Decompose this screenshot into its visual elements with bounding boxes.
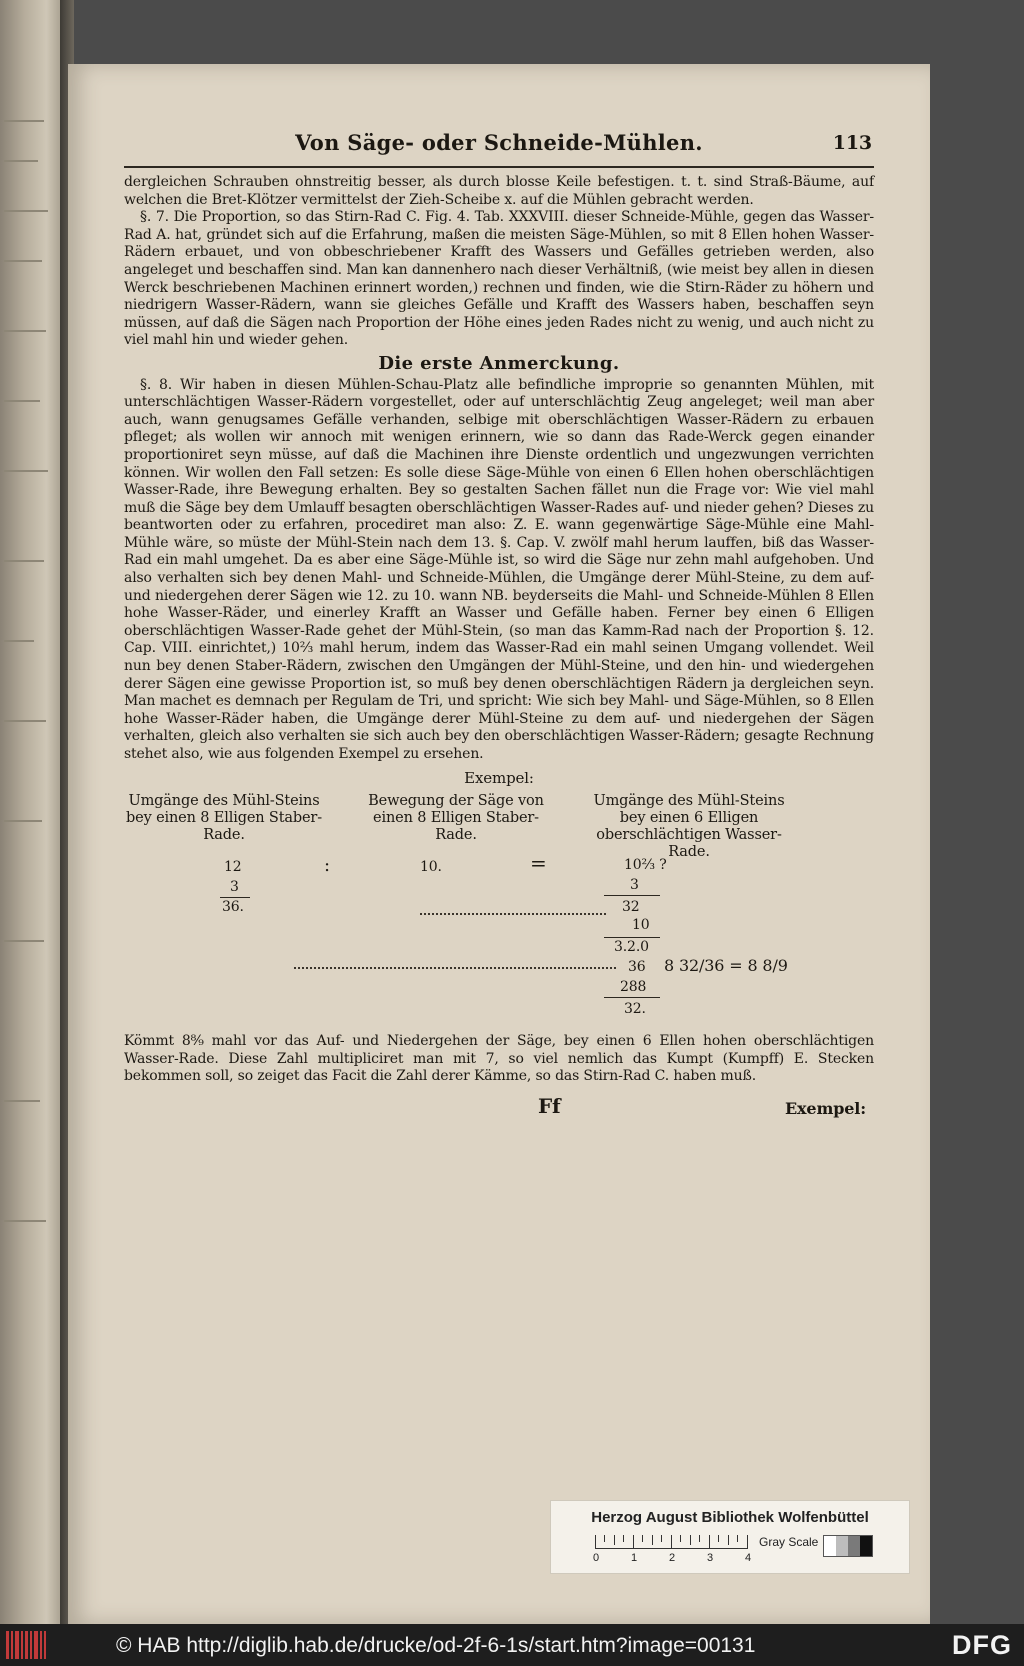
example-column-headers [124, 793, 874, 861]
grayscale-label: Gray Scale [759, 1535, 819, 1549]
signature-mark: Ff [538, 1093, 561, 1118]
paragraph-section-7: §. 7. Die Proportion, so das Stirn-Rad C. Fig. 4. Tab. XXXVIII. dieser Schneide-Mühle, gegen das Wasser-Rad A. hat, gründet sich auf die Erfahrung, maßen die meisten Säge-Mühlen, so mit 8 Ellen hohen Wasser-Rädern erbauet, und von obbeschriebener Krafft des Wassers und Gefälles getrieben werden, also angeleget und beschaffen sind. Man kan dannenhero nach dieser Verhältniß, (wie meist bey allen in diesen Werck beschriebenen Machinen erinnert worden,) rechnen und finden, wie die Stirn-Räder zu höhern und niedrigern Wasser-Rädern, wann sie gleiches Gefälle und Krafft des Wassers haben, beschaffen seyn müssen, auf daß die Sägen nach Proportion der Höhe eines jeden Rades nicht zu wenig, und auch nicht zu viel mahl hin und wieder gehen. [124, 209, 874, 349]
calc-value: 3 [230, 879, 239, 896]
calc-value: 36. [222, 899, 244, 916]
example-title: Exempel: [464, 768, 534, 787]
scale-ruler [595, 1535, 747, 1549]
calc-result: 8 32/36 = 8 8/9 [664, 956, 788, 976]
calc-value: 10 [632, 917, 650, 934]
calc-dotted-leader [420, 913, 606, 915]
column-header-millstone-8: Umgänge des Mühl-Steins bey einen 8 Elligen Staber-Rade. [126, 793, 322, 844]
paragraph-section-8: §. 8. Wir haben in diesen Mühlen-Schau-Platz alle befindliche improprie so genannten Mühlen, mit unterschlächtigen Wasser-Rädern vorgestellet, oder auf unterschlächtig Zeug angeleget; weil man aber auch, wann genugsames Gefälle verhanden, selbige mit oberschlächtigen Wasser-Rädern zu erbauen pfleget; als wollen wir annoch mit wenigen erinnern, wie so dann das Rade-Werck gegen einander proportioniret seyn müsse, auf daß die Machinen ihre Dienste ordentlich und ungezwungen verrichten können. Wir wollen den Fall setzen: Es solle diese Säge-Mühle von einen 6 Ellen hohen oberschlächtigen Wasser-Rade, ihre Bewegung erhalten. Bey so gestalten Sachen fället nun die Frage vor: Wie viel mahl muß die Säge bey dem Umlauff besagten oberschlächtigen Wasser-Rades auf- und nieder gehen? Dieses zu beantworten oder zu erfahren, procediret man also: Z. E. wann gegenwärtige Säge-Mühle eine Mahl-Mühle wäre, so müste der Mühl-Stein nach dem 13. §. Cap. V. zwölf mahl herum lauffen, biß das Wasser-Rad ein mahl umgehet. Da es aber eine Säge-Mühle ist, so wird die Säge nur zehn mahl aufgehoben. Und also verhalten sich bey denen Mahl- und Schneide-Mühlen, die Umgänge derer Mühl-Steine, zu dem auf- und niedergehen derer Sägen wie 12. zu 10. wann NB. beyderseits die Mahl- und Schneide-Mühlen 8 Ellen hohe Wasser-Räder, und einerley Krafft an Wasser und Gefälle haben. Ferner bey einen 6 Elligen oberschlächtigen Wasser-Rade gehet der Mühl-Stein, (so man das Kamm-Rad nach der Proportion §. 12. Cap. VIII. einrichtet,) 10⅔ mahl herum, indem das Wasser-Rad ein mahl seinen Umgang vollendet. Weil nun bey denen Staber-Rädern, zwischen den Umgängen der Mühl-Steine, und den hin- und wiedergehen derer Sägen eine gewisse Proportion ist, so muß bey denen oberschlächtigen Rädern ja dergleichen seyn. Man machet es demnach per Regulam de Tri, und spricht: Wie sich bey Mahl- und Säge-Mühlen, so 8 Ellen hohe Wasser-Räder haben, die Umgänge derer Mühl-Steine zu dem auf- und niedergehen der Sägen verhalten, gleich also verhalten sie sich auch bey den oberschlächtigen Wasser-Rädern; gesagte Rechnung stehet also, wie aus folgenden Exempel zu ersehen. [124, 376, 874, 762]
scale-ruler-numbers: 0 1 2 3 4 [593, 1552, 752, 1564]
section-heading: Die erste Anmerckung. [378, 352, 620, 374]
source-credit-link[interactable]: © HAB http://diglib.hab.de/drucke/od-2f-6-1s/start.htm?image=00131 [116, 1634, 756, 1657]
rule-of-three-calculation [124, 851, 874, 1027]
column-header-saw-8: Bewegung der Säge von einen 8 Elligen Staber-Rade. [368, 793, 544, 844]
calc-equals-sign: = [530, 851, 547, 876]
calc-dotted-leader [294, 967, 616, 969]
calc-value: 288 [620, 979, 647, 996]
catchword: Exempel: [785, 1098, 866, 1118]
library-name: Herzog August Bibliothek Wolfenbüttel [591, 1509, 869, 1526]
dfg-logo: DFG [952, 1630, 1012, 1660]
calc-value: 32 [622, 899, 640, 916]
calc-value: 36 [628, 959, 646, 976]
page-text [124, 130, 874, 1128]
left-page-edge [0, 0, 62, 1624]
barcode-icon [6, 1631, 46, 1659]
paragraph-conclusion: Kömmt 8⁸⁄₉ mahl vor das Auf- und Niedergehen der Säge, bey einen 6 Ellen hohen oberschlächtigen Wasser-Rade. Diese Zahl multipliciret man mit 7, so viel nemlich das Kumpt (Kumpff) E. Stecken bekommen soll, so zeiget das Facit die Zahl derer Kämme, so das Stirn-Rad C. haben muß. [124, 1033, 874, 1085]
running-title: Von Säge- oder Schneide-Mühlen. [295, 130, 703, 155]
calc-value: 10⅔ ? [624, 857, 667, 874]
document-page [68, 64, 930, 1624]
calc-value: 12 [224, 859, 242, 876]
page-header [124, 130, 874, 168]
library-color-stamp [550, 1500, 910, 1574]
calc-value: 10. [420, 859, 442, 876]
page-number: 113 [832, 132, 872, 154]
grayscale-bar [823, 1535, 873, 1557]
calc-value: 32. [624, 1001, 646, 1018]
page-footer [124, 1094, 874, 1128]
paragraph-continued: dergleichen Schrauben ohnstreitig besser, als durch blosse Keile befestigen. t. t. sind Straß-Bäume, auf welchen die Bret-Klötzer vermittelst der Zieh-Scheibe x. auf die Mühlen gebracht werden. [124, 174, 874, 208]
viewer-footer-bar [0, 1624, 1024, 1666]
calc-value: 3.2.0 [614, 939, 649, 956]
calc-ratio-sign: : [324, 855, 330, 877]
column-header-millstone-6: Umgänge des Mühl-Steins bey einen 6 Elligen oberschlächtigen Wasser-Rade. [593, 793, 785, 861]
calc-value: 3 [630, 877, 639, 894]
